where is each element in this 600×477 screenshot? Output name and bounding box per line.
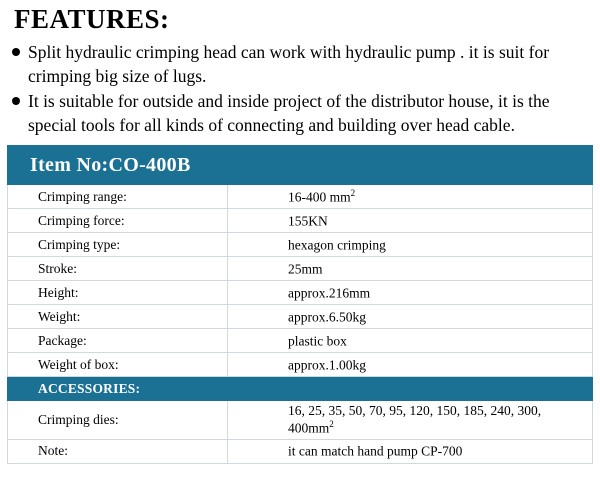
row-label: Weight: — [8, 305, 228, 329]
row-label: Crimping type: — [8, 233, 228, 257]
table-row — [8, 209, 593, 233]
row-value-text: 25mm — [288, 261, 323, 277]
row-label: Package: — [8, 329, 228, 353]
table-row — [8, 185, 593, 209]
row-value — [228, 353, 593, 377]
row-label: Height: — [8, 281, 228, 305]
row-value — [228, 257, 593, 281]
row-value-text: it can match hand pump CP-700 — [288, 443, 463, 459]
table-row — [8, 305, 593, 329]
row-label: Crimping dies: — [8, 401, 228, 440]
item-number-header: Item No:CO-400B — [8, 146, 593, 185]
row-value-text: approx.6.50kg — [288, 309, 366, 325]
product-spec-page — [0, 4, 600, 477]
row-label: Stroke: — [8, 257, 228, 281]
row-value — [228, 329, 593, 353]
specification-table — [7, 145, 593, 464]
bullet-dot-icon — [12, 48, 20, 56]
row-value-text: approx.1.00kg — [288, 357, 366, 373]
row-value-sup: 2 — [350, 187, 356, 198]
row-value-text: plastic box — [288, 333, 347, 349]
table-row — [8, 329, 593, 353]
table-header-row — [8, 146, 593, 185]
table-row — [8, 353, 593, 377]
row-value-sup: 2 — [329, 419, 334, 429]
table-row — [8, 257, 593, 281]
table-row — [8, 439, 593, 463]
row-value — [228, 209, 593, 233]
row-value — [228, 281, 593, 305]
row-value — [228, 185, 593, 209]
row-value-text: 155KN — [288, 213, 328, 229]
page-title: FEATURES: — [14, 4, 170, 34]
table-row — [8, 401, 593, 440]
row-value-text: 16-400 mm — [288, 189, 351, 205]
list-item — [12, 89, 588, 137]
row-value-text: hexagon crimping — [288, 237, 386, 253]
features-list — [6, 40, 594, 137]
row-value — [228, 305, 593, 329]
list-item — [12, 40, 588, 88]
row-label: Crimping range: — [8, 185, 228, 209]
accessories-header-row — [8, 377, 593, 401]
accessories-header: ACCESSORIES: — [8, 377, 593, 401]
table-row — [8, 233, 593, 257]
row-label: Weight of box: — [8, 353, 228, 377]
row-label: Crimping force: — [8, 209, 228, 233]
row-value — [228, 401, 593, 440]
row-value-text: 16, 25, 35, 50, 70, 95, 120, 150, 185, 240, 300, 400mm — [288, 403, 542, 436]
row-value-text: approx.216mm — [288, 285, 371, 301]
row-label: Note: — [8, 439, 228, 463]
bullet-dot-icon — [12, 97, 20, 105]
row-value — [228, 439, 593, 463]
feature-text: It is suitable for outside and inside project of the distributor house, it is the special tools for all kinds of connecting and building over head cable. — [28, 91, 550, 135]
row-value — [228, 233, 593, 257]
table-row — [8, 281, 593, 305]
feature-text: Split hydraulic crimping head can work with hydraulic pump . it is suit for crimping big size of lugs. — [28, 42, 550, 86]
